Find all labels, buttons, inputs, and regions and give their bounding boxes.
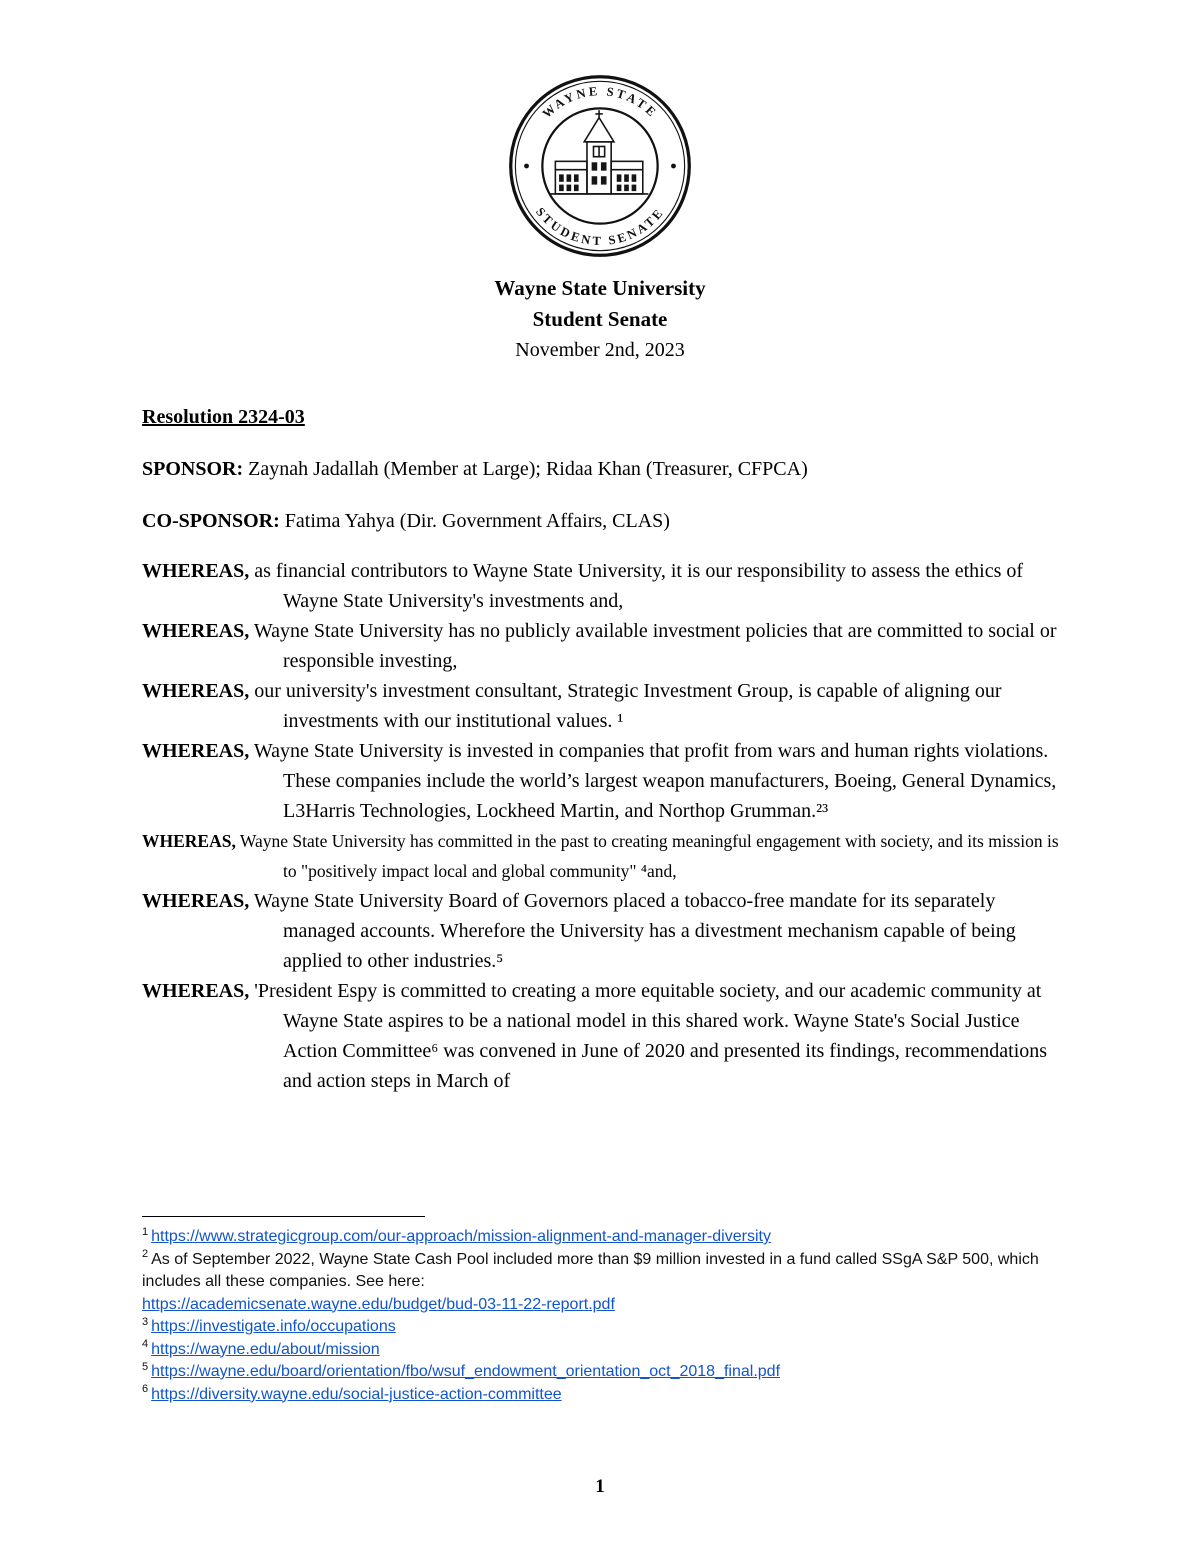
student-senate-seal bbox=[507, 73, 693, 259]
footnote-link-4[interactable]: https://wayne.edu/about/mission bbox=[151, 1340, 380, 1358]
document-body bbox=[0, 402, 1200, 1096]
footnote-separator bbox=[142, 1216, 425, 1217]
seal-top-text: WAYNE STATE bbox=[539, 84, 661, 121]
resolution-number: Resolution 2324-03 bbox=[142, 406, 305, 428]
whereas-clause-4 bbox=[142, 736, 1060, 826]
seal-bullet-right bbox=[671, 164, 676, 169]
whereas-clause-7 bbox=[142, 976, 1060, 1096]
whereas-text: Wayne State University Board of Governors placed a tobacco-free mandate for its separately managed accounts. Wherefore the University has a divestment mechanism capable of being applied to other industries.⁵ bbox=[253, 890, 1016, 972]
whereas-text: 'President Espy is committed to creating a more equitable society, and our academic community at Wayne State aspires to be a national model in this shared work. Wayne State's Social Justice Action Committee⁶ was convened in June of 2020 and presented its findings, recommendations and action steps in March of bbox=[254, 980, 1048, 1092]
footnote-link-5[interactable]: https://wayne.edu/board/orientation/fbo/wsuf_endowment_orientation_oct_2018_final.pdf bbox=[151, 1363, 781, 1380]
page-number: 1 bbox=[595, 1476, 605, 1497]
footnote-number: 3 bbox=[142, 1315, 149, 1328]
cosponsor-label: CO-SPONSOR: bbox=[142, 510, 280, 532]
footnote-number: 1 bbox=[142, 1225, 149, 1238]
whereas-label: WHEREAS, bbox=[142, 680, 250, 702]
footnote-3 bbox=[142, 1316, 1060, 1339]
footnote-4 bbox=[142, 1339, 1060, 1362]
seal-graphic bbox=[507, 73, 693, 259]
whereas-text: Wayne State University has no publicly available investment policies that are committed to social or responsible investing, bbox=[253, 620, 1057, 672]
footnote-link-1[interactable]: https://www.strategicgroup.com/our-approach/mission-alignment-and-manager-diversity bbox=[151, 1228, 771, 1245]
footnote-link-2[interactable]: https://academicsenate.wayne.edu/budget/bud-03-11-22-report.pdf bbox=[142, 1295, 615, 1313]
footnote-number: 5 bbox=[142, 1360, 149, 1373]
sponsor-label: SPONSOR: bbox=[142, 458, 244, 480]
whereas-clause-1 bbox=[142, 556, 1060, 616]
whereas-text: Wayne State University is invested in companies that profit from wars and human rights violations. These companies include the world’s largest weapon manufacturers, Boeing, General Dynamics, L3Harris Technologies, Lockheed Martin, and Northop Grumman.²³ bbox=[253, 740, 1057, 822]
footnote-number: 4 bbox=[142, 1338, 149, 1351]
whereas-label: WHEREAS, bbox=[142, 560, 250, 582]
whereas-label: WHEREAS, bbox=[142, 980, 250, 1002]
footnote-6 bbox=[142, 1384, 1060, 1407]
org-name: Wayne State University bbox=[494, 276, 706, 300]
document-header bbox=[0, 273, 1200, 366]
whereas-text: Wayne State University has committed in the past to creating meaningful engagement with society, and its mission is to "positively impact local and global community" ⁴and, bbox=[239, 831, 1059, 881]
footnote-number: 2 bbox=[142, 1248, 149, 1261]
footnote-number: 6 bbox=[142, 1383, 149, 1396]
footnote-text: As of September 2022, Wayne State Cash Pool included more than $9 million invested in a fund called SSgA S&P 500, which includes all these companies. See here: bbox=[142, 1250, 1039, 1290]
footnote-1 bbox=[142, 1226, 1060, 1249]
org-subname: Student Senate bbox=[532, 307, 668, 331]
seal-bottom-text: STUDENT SENATE bbox=[533, 204, 667, 249]
whereas-text: as financial contributors to Wayne State University, it is our responsibility to assess the ethics of Wayne State University's investments and, bbox=[254, 560, 1024, 612]
footnote-2 bbox=[142, 1249, 1060, 1317]
cosponsor-names: Fatima Yahya (Dir. Government Affairs, CLAS) bbox=[284, 510, 670, 532]
footnote-5 bbox=[142, 1361, 1060, 1384]
seal-bullet-left bbox=[524, 164, 529, 169]
whereas-label: WHEREAS, bbox=[142, 620, 250, 642]
whereas-clause-3 bbox=[142, 676, 1060, 736]
footnote-link-3[interactable]: https://investigate.info/occupations bbox=[151, 1318, 396, 1335]
whereas-label: WHEREAS, bbox=[142, 890, 250, 912]
whereas-clause-6 bbox=[142, 886, 1060, 976]
whereas-clause-2 bbox=[142, 616, 1060, 676]
cosponsor-line bbox=[142, 506, 1060, 536]
footnotes-section bbox=[142, 1216, 1060, 1406]
whereas-label: WHEREAS, bbox=[142, 831, 236, 851]
sponsor-names: Zaynah Jadallah (Member at Large); Ridaa Khan (Treasurer, CFPCA) bbox=[248, 458, 808, 480]
whereas-clause-5 bbox=[142, 826, 1060, 886]
whereas-clauses bbox=[142, 556, 1060, 1096]
sponsor-line bbox=[142, 454, 1060, 484]
footnote-link-6[interactable]: https://diversity.wayne.edu/social-justice-action-committee bbox=[151, 1385, 562, 1403]
whereas-label: WHEREAS, bbox=[142, 740, 250, 762]
document-date: November 2nd, 2023 bbox=[515, 339, 685, 361]
whereas-text: our university's investment consultant, Strategic Investment Group, is capable of aligning our investments with our institutional values. ¹ bbox=[254, 680, 1002, 732]
